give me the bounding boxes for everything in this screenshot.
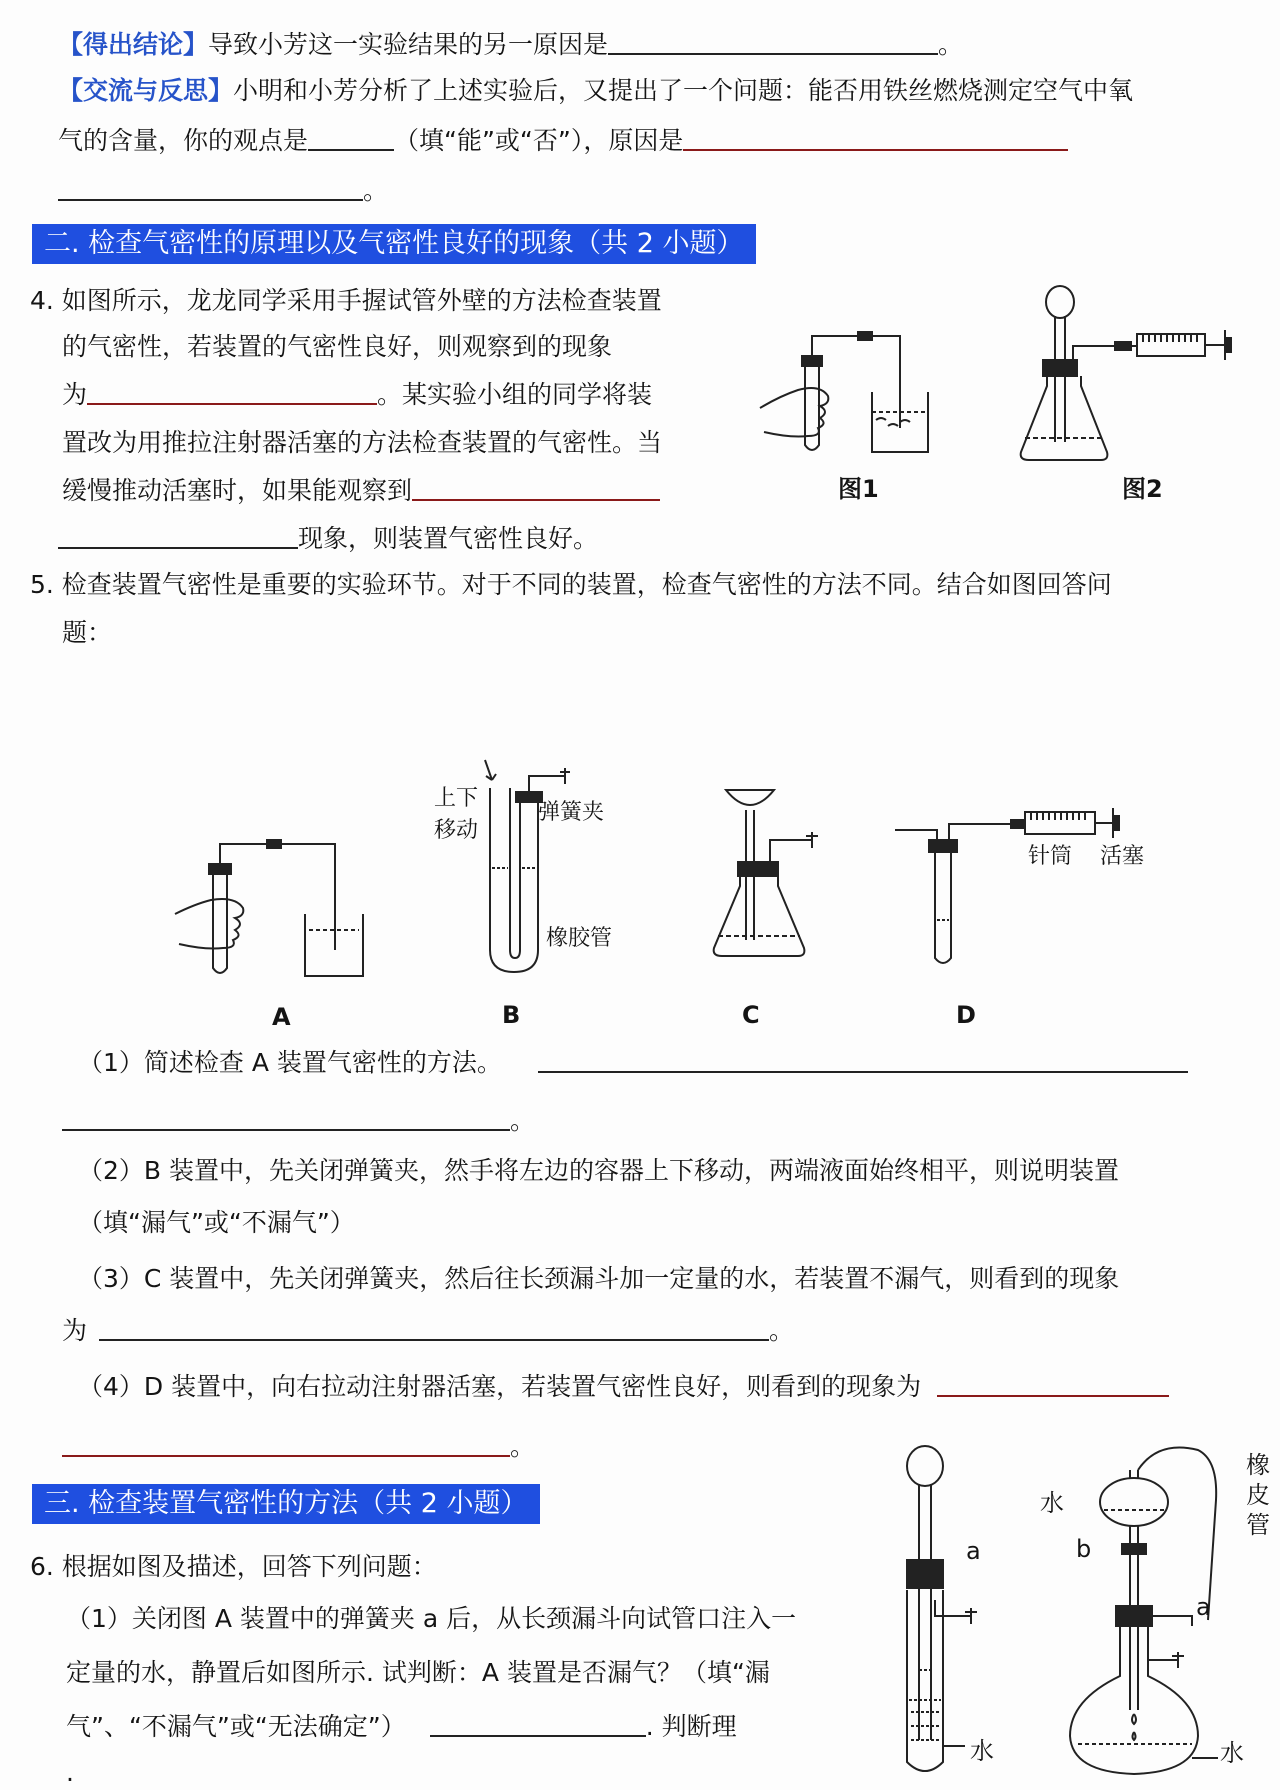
reflection-line-3 xyxy=(58,174,388,208)
q5-blank-1[interactable] xyxy=(538,1071,1188,1073)
reflection-tag: 【交流与反思】 xyxy=(58,76,234,105)
q6-fig-b-hose xyxy=(1246,1450,1276,1540)
q6-fig-b-hose-text: 橡皮管 xyxy=(1246,1451,1270,1539)
q5-s3b: 为 xyxy=(62,1316,88,1345)
conclusion-line xyxy=(58,28,963,62)
conclusion-text: 导致小芳这一实验结果的另一原因是 xyxy=(208,30,609,59)
q5-apparatus-a xyxy=(175,830,365,980)
end-mark: 。 xyxy=(510,1106,536,1135)
q5-blank-3[interactable] xyxy=(99,1339,769,1341)
reflection-text-2b: （填“能”或“否”），原因是 xyxy=(394,126,684,155)
q4-figure-2 xyxy=(1015,282,1255,502)
reflection-line-1 xyxy=(58,74,1133,108)
q6-fig-b-b: b xyxy=(1076,1535,1092,1563)
conclusion-tag: 【得出结论】 xyxy=(58,30,209,59)
q5-line-1: 5. 检查装置气密性是重要的实验环节。对于不同的装置，检查气密性的方法不同。结合如图回答问 xyxy=(30,570,1112,599)
end-mark: 。 xyxy=(938,30,964,59)
q6-line-4 xyxy=(66,1710,737,1744)
q6-fig-b-water: 水 xyxy=(1220,1739,1244,1767)
q6-fig-b-a: a xyxy=(1196,1593,1211,1621)
q4-line-4: 置改为用推拉注射器活塞的方法检查装置的气密性。当 xyxy=(62,428,663,457)
section-3-header: 三. 检查装置气密性的方法（共 2 小题） xyxy=(32,1484,540,1524)
q6-blank-1[interactable] xyxy=(430,1735,646,1737)
q5-label-a: A xyxy=(272,1003,291,1031)
q5-sub-1-cont xyxy=(62,1104,535,1138)
q5-label-c: C xyxy=(742,1001,760,1029)
q6-l4a: 气”、“不漏气”或“无法确定”） xyxy=(66,1712,406,1741)
q6-fig-a-label: a xyxy=(966,1537,981,1565)
q4-fig1-label: 图1 xyxy=(838,475,879,503)
reflection-text-2a: 气的含量，你的观点是 xyxy=(58,126,309,155)
section-2-header: 二. 检查气密性的原理以及气密性良好的现象（共 2 小题） xyxy=(32,224,756,264)
q4-line-2: 的气密性，若装置的气密性良好，则观察到的现象 xyxy=(62,332,613,361)
q5-blank-4b[interactable] xyxy=(62,1455,510,1457)
q5-sub-4b xyxy=(62,1430,535,1464)
reflection-line-2 xyxy=(58,124,1068,158)
q4-line-6 xyxy=(58,522,598,556)
q4-line-1: 4. 如图所示，龙龙同学采用手握试管外壁的方法检查装置 xyxy=(30,286,662,315)
end-mark: 。 xyxy=(769,1316,795,1345)
q6-l4b: . 判断理 xyxy=(645,1712,737,1741)
q4-l3a: 为 xyxy=(62,380,88,409)
q5-sub-2b: （填“漏气”或“不漏气”） xyxy=(78,1208,355,1237)
q4-figure-1 xyxy=(760,300,940,500)
q4-blank-2[interactable] xyxy=(412,499,660,501)
q4-l3b: 。某实验小组的同学将装 xyxy=(377,380,653,409)
q5-apparatus-c xyxy=(700,780,850,980)
q5-sub-3b xyxy=(62,1314,794,1348)
q5-s1: （1）简述检查 A 装置气密性的方法。 xyxy=(78,1048,502,1077)
q6-line-1: 6. 根据如图及描述，回答下列问题： xyxy=(30,1552,437,1581)
q4-l6: 现象，则装置气密性良好。 xyxy=(298,524,599,553)
q4-blank-1[interactable] xyxy=(87,403,377,405)
opinion-blank[interactable] xyxy=(308,149,394,151)
q5-sub-1 xyxy=(78,1046,1188,1080)
q4-l5: 缓慢推动活塞时，如果能观察到 xyxy=(62,476,413,505)
q5-d-piston: 活塞 xyxy=(1100,844,1145,869)
q6-figure-a xyxy=(885,1440,1015,1780)
q5-b-clip: 弹簧夹 xyxy=(538,800,605,825)
q5-sub-4 xyxy=(78,1370,1169,1404)
q6-line-3: 定量的水，静置后如图所示. 试判断：A 装置是否漏气？（填“漏 xyxy=(66,1658,770,1687)
q5-b-tube: 橡胶管 xyxy=(546,926,613,951)
q4-line-3 xyxy=(62,378,652,412)
q5-line-2: 题： xyxy=(62,618,113,647)
q6-line-2: （1）关闭图 A 装置中的弹簧夹 a 后，从长颈漏斗向试管口注入一 xyxy=(66,1604,797,1633)
q5-label-b: B xyxy=(502,1001,521,1029)
q5-blank-4[interactable] xyxy=(937,1395,1169,1397)
q6-line-5: . xyxy=(66,1758,74,1787)
q4-blank-3[interactable] xyxy=(58,547,298,549)
q5-apparatus-d xyxy=(895,800,1145,970)
reflection-text: 小明和小芳分析了上述实验后，又提出了一个问题：能否用铁丝燃烧测定空气中氧 xyxy=(233,76,1134,105)
end-mark: 。 xyxy=(363,176,389,205)
q5-d-barrel: 针筒 xyxy=(1028,844,1073,869)
q5-sub-2: （2）B 装置中，先关闭弹簧夹，然手将左边的容器上下移动，两端液面始终相平，则说明装置 xyxy=(78,1156,1120,1185)
q5-blank-1b[interactable] xyxy=(62,1129,510,1131)
q6-figure-b xyxy=(1068,1440,1268,1780)
reason-blank-2[interactable] xyxy=(58,199,363,201)
q4-fig2-label: 图2 xyxy=(1122,475,1163,503)
q5-b-move-2: 移动 xyxy=(434,818,479,843)
q4-line-5 xyxy=(62,474,660,508)
q5-label-d: D xyxy=(956,1001,976,1029)
q6-fig-b-water-top: 水 xyxy=(1040,1489,1064,1517)
reason-blank[interactable] xyxy=(683,149,1068,151)
q6-fig-a-water: 水 xyxy=(970,1737,994,1765)
conclusion-blank[interactable] xyxy=(608,53,938,55)
end-mark: 。 xyxy=(510,1432,536,1461)
q5-s4: （4）D 装置中，向右拉动注射器活塞，若装置气密性良好，则看到的现象为 xyxy=(78,1372,922,1401)
q5-b-move-1: 上下 xyxy=(434,786,479,811)
q5-sub-3: （3）C 装置中，先关闭弹簧夹，然后往长颈漏斗加一定量的水，若装置不漏气，则看到的现象 xyxy=(78,1264,1120,1293)
